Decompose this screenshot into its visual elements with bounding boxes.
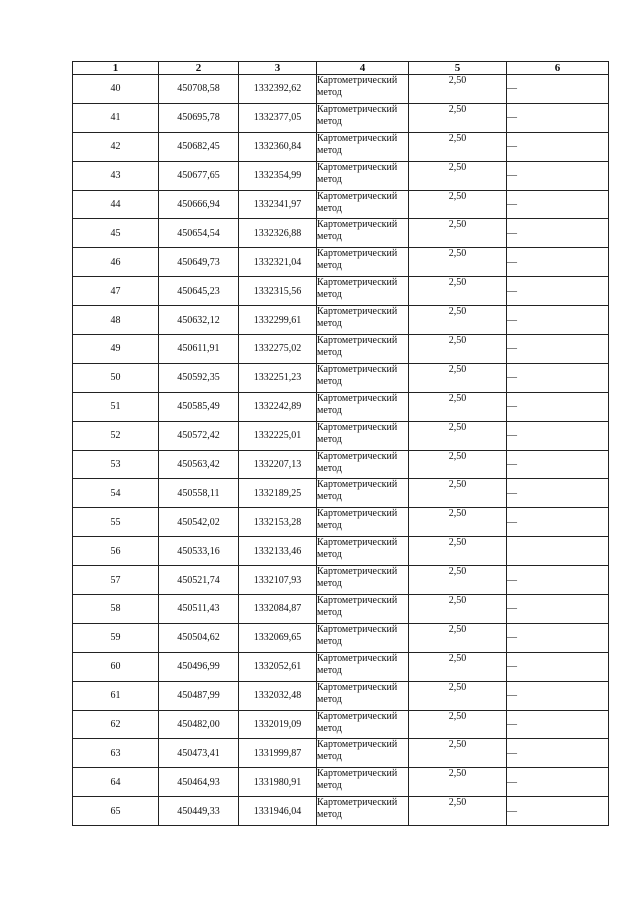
table-body <box>73 75 609 826</box>
accuracy-cell: 2,50 <box>409 681 507 710</box>
point-number-cell: 54 <box>73 479 159 508</box>
accuracy-cell: 2,50 <box>409 566 507 595</box>
note-cell: — <box>507 710 609 739</box>
x-coordinate-cell: 450482,00 <box>159 710 239 739</box>
table-header-row <box>73 62 609 75</box>
note-cell: — <box>507 623 609 652</box>
accuracy-cell: 2,50 <box>409 75 507 104</box>
header-col-3: 3 <box>239 62 317 75</box>
table-row <box>73 566 609 595</box>
method-cell: Картометрический метод <box>317 219 409 248</box>
header-col-5: 5 <box>409 62 507 75</box>
point-number-cell: 44 <box>73 190 159 219</box>
method-cell: Картометрический метод <box>317 681 409 710</box>
x-coordinate-cell: 450649,73 <box>159 248 239 277</box>
x-coordinate-cell: 450677,65 <box>159 161 239 190</box>
method-cell: Картометрический метод <box>317 277 409 306</box>
accuracy-cell: 2,50 <box>409 421 507 450</box>
accuracy-cell: 2,50 <box>409 450 507 479</box>
method-cell: Картометрический метод <box>317 306 409 335</box>
method-cell: Картометрический метод <box>317 132 409 161</box>
table-row <box>73 623 609 652</box>
point-number-cell: 58 <box>73 595 159 624</box>
table-row <box>73 768 609 797</box>
y-coordinate-cell: 1332019,09 <box>239 710 317 739</box>
method-cell: Картометрический метод <box>317 363 409 392</box>
accuracy-cell: 2,50 <box>409 161 507 190</box>
table-row <box>73 652 609 681</box>
note-cell: — <box>507 595 609 624</box>
x-coordinate-cell: 450504,62 <box>159 623 239 652</box>
note-cell: — <box>507 479 609 508</box>
method-cell: Картометрический метод <box>317 508 409 537</box>
x-coordinate-cell: 450654,54 <box>159 219 239 248</box>
note-cell: — <box>507 132 609 161</box>
method-cell: Картометрический метод <box>317 537 409 566</box>
x-coordinate-cell: 450511,43 <box>159 595 239 624</box>
point-number-cell: 41 <box>73 103 159 132</box>
method-cell: Картометрический метод <box>317 797 409 826</box>
method-cell: Картометрический метод <box>317 710 409 739</box>
y-coordinate-cell: 1332392,62 <box>239 75 317 104</box>
y-coordinate-cell: 1332069,65 <box>239 623 317 652</box>
point-number-cell: 53 <box>73 450 159 479</box>
table-row <box>73 277 609 306</box>
accuracy-cell: 2,50 <box>409 335 507 364</box>
note-cell: — <box>507 363 609 392</box>
y-coordinate-cell: 1332207,13 <box>239 450 317 479</box>
table-row <box>73 335 609 364</box>
table-row <box>73 508 609 537</box>
note-cell: — <box>507 739 609 768</box>
x-coordinate-cell: 450563,42 <box>159 450 239 479</box>
y-coordinate-cell: 1332377,05 <box>239 103 317 132</box>
y-coordinate-cell: 1332275,02 <box>239 335 317 364</box>
y-coordinate-cell: 1332341,97 <box>239 190 317 219</box>
method-cell: Картометрический метод <box>317 595 409 624</box>
y-coordinate-cell: 1332032,48 <box>239 681 317 710</box>
accuracy-cell: 2,50 <box>409 623 507 652</box>
table-row <box>73 190 609 219</box>
y-coordinate-cell: 1332242,89 <box>239 392 317 421</box>
y-coordinate-cell: 1332315,56 <box>239 277 317 306</box>
table-row <box>73 132 609 161</box>
note-cell: — <box>507 335 609 364</box>
method-cell: Картометрический метод <box>317 190 409 219</box>
y-coordinate-cell: 1332133,46 <box>239 537 317 566</box>
accuracy-cell: 2,50 <box>409 508 507 537</box>
y-coordinate-cell: 1332052,61 <box>239 652 317 681</box>
x-coordinate-cell: 450542,02 <box>159 508 239 537</box>
accuracy-cell: 2,50 <box>409 710 507 739</box>
y-coordinate-cell: 1332084,87 <box>239 595 317 624</box>
x-coordinate-cell: 450572,42 <box>159 421 239 450</box>
x-coordinate-cell: 450464,93 <box>159 768 239 797</box>
method-cell: Картометрический метод <box>317 161 409 190</box>
point-number-cell: 61 <box>73 681 159 710</box>
note-cell: — <box>507 797 609 826</box>
point-number-cell: 42 <box>73 132 159 161</box>
point-number-cell: 45 <box>73 219 159 248</box>
table-row <box>73 392 609 421</box>
accuracy-cell: 2,50 <box>409 392 507 421</box>
method-cell: Картометрический метод <box>317 623 409 652</box>
y-coordinate-cell: 1331946,04 <box>239 797 317 826</box>
note-cell: — <box>507 652 609 681</box>
header-col-1: 1 <box>73 62 159 75</box>
accuracy-cell: 2,50 <box>409 219 507 248</box>
method-cell: Картометрический метод <box>317 75 409 104</box>
x-coordinate-cell: 450473,41 <box>159 739 239 768</box>
accuracy-cell: 2,50 <box>409 739 507 768</box>
table-row <box>73 479 609 508</box>
note-cell <box>507 537 609 566</box>
x-coordinate-cell: 450487,99 <box>159 681 239 710</box>
accuracy-cell: 2,50 <box>409 479 507 508</box>
x-coordinate-cell: 450521,74 <box>159 566 239 595</box>
accuracy-cell: 2,50 <box>409 595 507 624</box>
method-cell: Картометрический метод <box>317 392 409 421</box>
point-number-cell: 48 <box>73 306 159 335</box>
table-row <box>73 306 609 335</box>
accuracy-cell: 2,50 <box>409 248 507 277</box>
point-number-cell: 40 <box>73 75 159 104</box>
table-row <box>73 103 609 132</box>
accuracy-cell: 2,50 <box>409 537 507 566</box>
accuracy-cell: 2,50 <box>409 768 507 797</box>
table-row <box>73 75 609 104</box>
x-coordinate-cell: 450533,16 <box>159 537 239 566</box>
note-cell: — <box>507 566 609 595</box>
y-coordinate-cell: 1332360,84 <box>239 132 317 161</box>
x-coordinate-cell: 450682,45 <box>159 132 239 161</box>
x-coordinate-cell: 450611,91 <box>159 335 239 364</box>
x-coordinate-cell: 450496,99 <box>159 652 239 681</box>
method-cell: Картометрический метод <box>317 566 409 595</box>
method-cell: Картометрический метод <box>317 739 409 768</box>
x-coordinate-cell: 450695,78 <box>159 103 239 132</box>
accuracy-cell: 2,50 <box>409 103 507 132</box>
point-number-cell: 51 <box>73 392 159 421</box>
point-number-cell: 65 <box>73 797 159 826</box>
table-row <box>73 537 609 566</box>
x-coordinate-cell: 450592,35 <box>159 363 239 392</box>
y-coordinate-cell: 1332225,01 <box>239 421 317 450</box>
accuracy-cell: 2,50 <box>409 190 507 219</box>
note-cell: — <box>507 768 609 797</box>
table-row <box>73 681 609 710</box>
method-cell: Картометрический метод <box>317 479 409 508</box>
y-coordinate-cell: 1332354,99 <box>239 161 317 190</box>
x-coordinate-cell: 450708,58 <box>159 75 239 104</box>
point-number-cell: 63 <box>73 739 159 768</box>
accuracy-cell: 2,50 <box>409 652 507 681</box>
table-row <box>73 595 609 624</box>
accuracy-cell: 2,50 <box>409 363 507 392</box>
x-coordinate-cell: 450632,12 <box>159 306 239 335</box>
table-row <box>73 219 609 248</box>
accuracy-cell: 2,50 <box>409 132 507 161</box>
y-coordinate-cell: 1332326,88 <box>239 219 317 248</box>
header-col-4: 4 <box>317 62 409 75</box>
accuracy-cell: 2,50 <box>409 306 507 335</box>
x-coordinate-cell: 450449,33 <box>159 797 239 826</box>
method-cell: Картометрический метод <box>317 248 409 277</box>
point-number-cell: 49 <box>73 335 159 364</box>
method-cell: Картометрический метод <box>317 335 409 364</box>
accuracy-cell: 2,50 <box>409 277 507 306</box>
note-cell: — <box>507 450 609 479</box>
note-cell: — <box>507 681 609 710</box>
x-coordinate-cell: 450558,11 <box>159 479 239 508</box>
note-cell: — <box>507 421 609 450</box>
x-coordinate-cell: 450666,94 <box>159 190 239 219</box>
point-number-cell: 59 <box>73 623 159 652</box>
note-cell: — <box>507 190 609 219</box>
header-col-6: 6 <box>507 62 609 75</box>
accuracy-cell: 2,50 <box>409 797 507 826</box>
table-row <box>73 363 609 392</box>
note-cell: — <box>507 103 609 132</box>
y-coordinate-cell: 1332153,28 <box>239 508 317 537</box>
point-number-cell: 47 <box>73 277 159 306</box>
point-number-cell: 60 <box>73 652 159 681</box>
point-number-cell: 46 <box>73 248 159 277</box>
table-row <box>73 421 609 450</box>
y-coordinate-cell: 1331999,87 <box>239 739 317 768</box>
y-coordinate-cell: 1332189,25 <box>239 479 317 508</box>
y-coordinate-cell: 1331980,91 <box>239 768 317 797</box>
coordinates-table <box>72 61 609 826</box>
method-cell: Картометрический метод <box>317 768 409 797</box>
point-number-cell: 56 <box>73 537 159 566</box>
y-coordinate-cell: 1332251,23 <box>239 363 317 392</box>
point-number-cell: 43 <box>73 161 159 190</box>
note-cell: — <box>507 277 609 306</box>
point-number-cell: 62 <box>73 710 159 739</box>
table-row <box>73 450 609 479</box>
method-cell: Картометрический метод <box>317 652 409 681</box>
method-cell: Картометрический метод <box>317 103 409 132</box>
x-coordinate-cell: 450585,49 <box>159 392 239 421</box>
table-row <box>73 248 609 277</box>
point-number-cell: 57 <box>73 566 159 595</box>
y-coordinate-cell: 1332299,61 <box>239 306 317 335</box>
point-number-cell: 55 <box>73 508 159 537</box>
note-cell: — <box>507 161 609 190</box>
note-cell: — <box>507 306 609 335</box>
header-col-2: 2 <box>159 62 239 75</box>
note-cell: — <box>507 392 609 421</box>
note-cell: — <box>507 219 609 248</box>
table-row <box>73 797 609 826</box>
x-coordinate-cell: 450645,23 <box>159 277 239 306</box>
note-cell: — <box>507 508 609 537</box>
table-row <box>73 161 609 190</box>
point-number-cell: 52 <box>73 421 159 450</box>
method-cell: Картометрический метод <box>317 450 409 479</box>
table-row <box>73 739 609 768</box>
y-coordinate-cell: 1332107,93 <box>239 566 317 595</box>
point-number-cell: 50 <box>73 363 159 392</box>
table-row <box>73 710 609 739</box>
note-cell: — <box>507 75 609 104</box>
method-cell: Картометрический метод <box>317 421 409 450</box>
point-number-cell: 64 <box>73 768 159 797</box>
note-cell: — <box>507 248 609 277</box>
y-coordinate-cell: 1332321,04 <box>239 248 317 277</box>
